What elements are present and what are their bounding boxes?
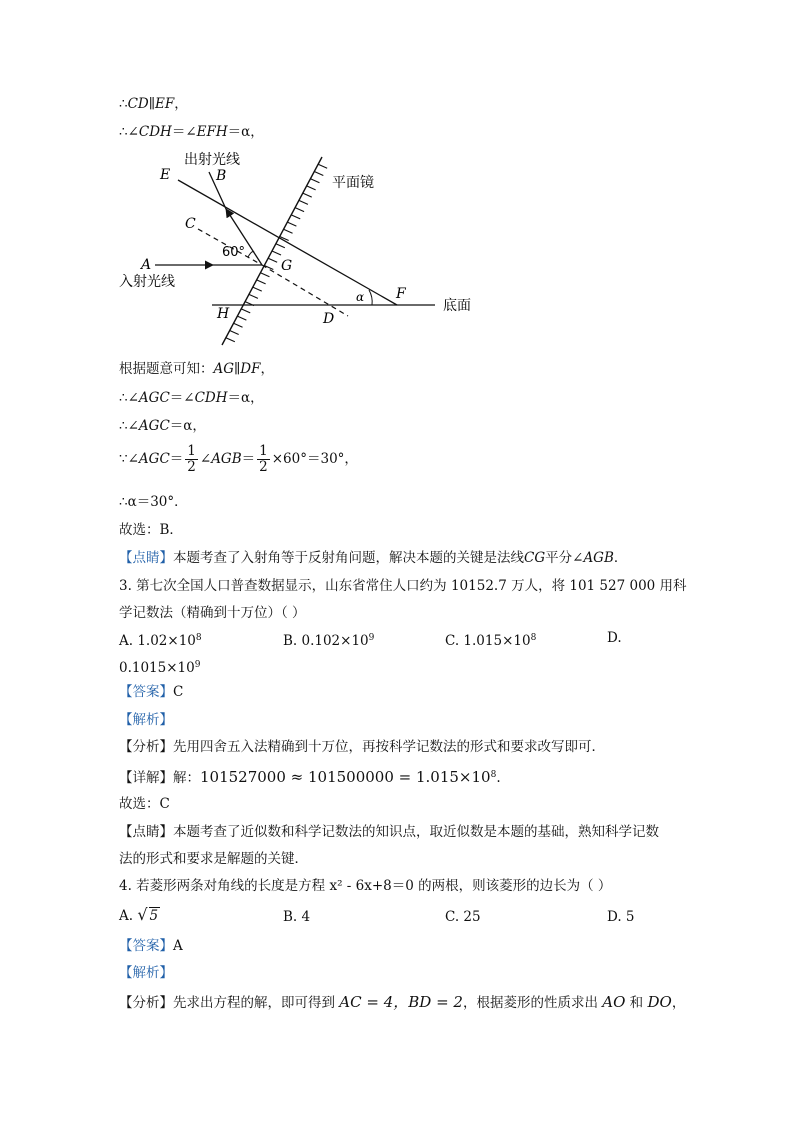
text: 故选：C <box>119 796 170 812</box>
q3-comment-2 <box>119 849 308 869</box>
fraction-half <box>185 444 198 475</box>
sym: ∴∠ <box>119 418 139 434</box>
angle-60-arc <box>248 252 254 257</box>
label-in: 入射光线 <box>119 274 175 290</box>
sym: ∵∠ <box>119 451 139 467</box>
hatch-mark <box>314 171 323 175</box>
line-angle-agc-alpha <box>119 416 206 436</box>
hatch-mark <box>260 273 269 277</box>
tag: 【解析】 <box>119 965 173 981</box>
hatch-mark <box>253 287 262 291</box>
q4-answer <box>119 936 183 956</box>
hatch-mark <box>318 164 327 168</box>
radicand: 5 <box>149 908 159 924</box>
punct: ， <box>174 96 188 112</box>
math: AGB <box>211 451 242 467</box>
hatch-mark <box>272 251 281 255</box>
hatch-mark <box>249 294 258 298</box>
q4-option-b <box>283 907 310 927</box>
hatch-mark <box>237 316 246 320</box>
text: 学记数法（精确到十万位）（ ） <box>119 605 306 621</box>
text: 故选：B． <box>119 522 183 538</box>
angle-60-label: 60° <box>222 245 246 260</box>
math: CDH <box>138 124 172 140</box>
line-choose-b <box>119 520 183 540</box>
numerator: 1 <box>259 443 268 459</box>
radical: √ <box>137 905 148 924</box>
text: 0.1015×10 <box>119 660 195 676</box>
math: AGC <box>138 451 170 467</box>
line-comment <box>119 548 627 568</box>
q3-option-a <box>119 628 202 651</box>
hatch-mark <box>299 200 308 204</box>
q3-analysis <box>119 737 605 757</box>
tag: 【点睛】 <box>119 550 173 566</box>
fraction-half-2 <box>257 444 270 475</box>
text: 本题考查了近似数和科学记数法的知识点，取近似数是本题的基础，熟知科学记数 <box>173 824 659 840</box>
text: B. 0.102×10 <box>283 633 369 649</box>
math: CD∥EF <box>127 96 175 112</box>
text: A. <box>119 908 134 924</box>
point-d: D <box>323 311 335 327</box>
math: AO <box>602 993 626 1011</box>
point-c: C <box>185 216 196 232</box>
sym: ＝∠ <box>171 124 197 140</box>
sym: ∠ <box>199 451 212 467</box>
math: CDH <box>194 390 228 406</box>
text: 先用四舍五入法精确到十万位，再按科学记数法的形式和要求改写即可． <box>173 739 605 755</box>
math: AGC <box>138 390 170 406</box>
q3-stem-1 <box>119 576 687 596</box>
text: A <box>173 938 183 954</box>
sym: ×60°＝30°， <box>271 451 358 467</box>
tag: 【答案】 <box>119 684 173 700</box>
point-a: A <box>141 257 152 273</box>
tag: 【答案】 <box>119 938 173 954</box>
text: 法的形式和要求是解题的关键． <box>119 851 308 867</box>
math: AGC <box>138 418 170 434</box>
hatch-mark <box>268 258 277 262</box>
line-ag-parallel-df <box>119 359 274 379</box>
tag: 【分析】 <box>119 739 173 755</box>
punct: ， <box>260 361 274 377</box>
hatch-mark <box>234 323 243 327</box>
q4-option-d <box>607 907 635 927</box>
exp: 8 <box>530 633 537 643</box>
q4-stem <box>119 876 611 896</box>
line-cd-parallel-ef <box>119 94 188 114</box>
text: 根据题意可知： <box>119 361 214 377</box>
alpha-arc <box>369 290 372 305</box>
hatch-mark <box>284 229 293 233</box>
point-e: E <box>160 167 171 183</box>
label-out: 出射光线 <box>184 152 240 168</box>
text: D. <box>607 630 622 646</box>
math: CG <box>524 550 546 566</box>
tag: 【点睛】 <box>119 824 173 840</box>
q3-comment-1 <box>119 822 659 842</box>
hatch-mark <box>230 331 239 335</box>
sym: ＝ <box>169 451 184 467</box>
math: AG∥DF <box>213 361 261 377</box>
exp: 9 <box>368 633 375 643</box>
math: EFH <box>196 124 228 140</box>
text: 先求出方程的解，即可得到 <box>173 995 340 1011</box>
q3-option-d-value <box>119 655 200 678</box>
alpha-label: α <box>356 290 365 304</box>
hatch-mark <box>295 208 304 212</box>
hatch-mark <box>303 193 312 197</box>
q3-option-b <box>283 628 374 651</box>
q3-analysis-tag <box>119 710 173 730</box>
sym: ＝α， <box>227 390 264 406</box>
q4-option-c <box>445 907 481 927</box>
geometry-figure <box>115 148 495 358</box>
hatch-mark <box>276 244 285 248</box>
text: 和 <box>625 995 648 1011</box>
line-angle-agc-cdh <box>119 388 264 408</box>
q4-option-a <box>119 905 160 926</box>
text: B. 4 <box>283 909 311 925</box>
sym: ＝α， <box>227 124 264 140</box>
text: C. 1.015×10 <box>445 633 531 649</box>
hatch-mark <box>257 280 266 284</box>
text: 解： <box>173 770 200 786</box>
therefore: ∴ <box>119 96 128 112</box>
hatch-mark <box>310 179 319 183</box>
point-h: H <box>217 306 230 322</box>
text: C. 25 <box>445 909 481 925</box>
label-floor: 底面 <box>443 298 471 314</box>
punct: ． <box>613 550 628 566</box>
text: 4. 若菱形两条对角线的长度是方程 x² - 6x+8＝0 的两根，则该菱形的边长为（ ） <box>119 878 612 894</box>
line-angle-cdh <box>119 122 264 142</box>
q3-option-c <box>445 628 536 651</box>
text: 3. 第七次全国人口普查数据显示，山东省常住人口约为 10152.7 万人，将 101 527 000 用科 <box>119 578 687 594</box>
punct: . <box>496 770 501 786</box>
math: DO <box>647 993 672 1011</box>
text: A. 1.02×10 <box>119 633 196 649</box>
point-g: G <box>281 258 293 274</box>
tag: 【解析】 <box>119 712 173 728</box>
text: ，根据菱形的性质求出 <box>462 995 603 1011</box>
hatch-mark <box>307 186 316 190</box>
point-b: B <box>216 168 227 184</box>
denominator: 2 <box>259 459 268 475</box>
text: C <box>173 684 184 700</box>
line-half-angle <box>119 444 358 475</box>
sym: ∴∠ <box>119 124 139 140</box>
hatch-mark <box>287 222 296 226</box>
denominator: 2 <box>187 459 196 475</box>
exp: 9 <box>194 660 201 670</box>
exp: 8 <box>490 770 497 780</box>
text: 本题考查了入射角等于反射角问题，解决本题的关键是法线 <box>173 550 524 566</box>
tag: 【详解】 <box>119 770 173 786</box>
dashed-gd <box>262 265 348 316</box>
math: AC = 4，BD = 2 <box>339 993 463 1011</box>
math: 101527000 ≈ 101500000 = 1.015×10 <box>200 768 491 786</box>
q3-choose <box>119 794 170 814</box>
q3-answer <box>119 682 183 702</box>
point-f: F <box>396 286 406 302</box>
hatch-mark <box>226 338 235 342</box>
line-alpha-30 <box>119 492 188 512</box>
hatch-mark <box>241 309 250 313</box>
text: 平分∠ <box>545 550 584 566</box>
math: AGB <box>583 550 614 566</box>
sym: ＝∠ <box>169 390 195 406</box>
text: D. 5 <box>607 909 635 925</box>
label-mirror: 平面镜 <box>332 175 374 191</box>
q3-detail <box>119 765 501 788</box>
q4-analysis-tag <box>119 963 173 983</box>
tag: 【分析】 <box>119 995 173 1011</box>
numerator: 1 <box>187 443 196 459</box>
punct: ， <box>671 995 686 1011</box>
sym: ∴∠ <box>119 390 139 406</box>
line-ef <box>178 180 397 305</box>
text: ∴α＝30°． <box>119 494 188 510</box>
sym: ＝ <box>241 451 256 467</box>
q4-analysis <box>119 992 685 1013</box>
hatch-mark <box>291 215 300 219</box>
sym: ＝α， <box>169 418 206 434</box>
q3-option-d <box>607 628 622 648</box>
q3-stem-2 <box>119 603 306 623</box>
exp: 8 <box>195 633 202 643</box>
